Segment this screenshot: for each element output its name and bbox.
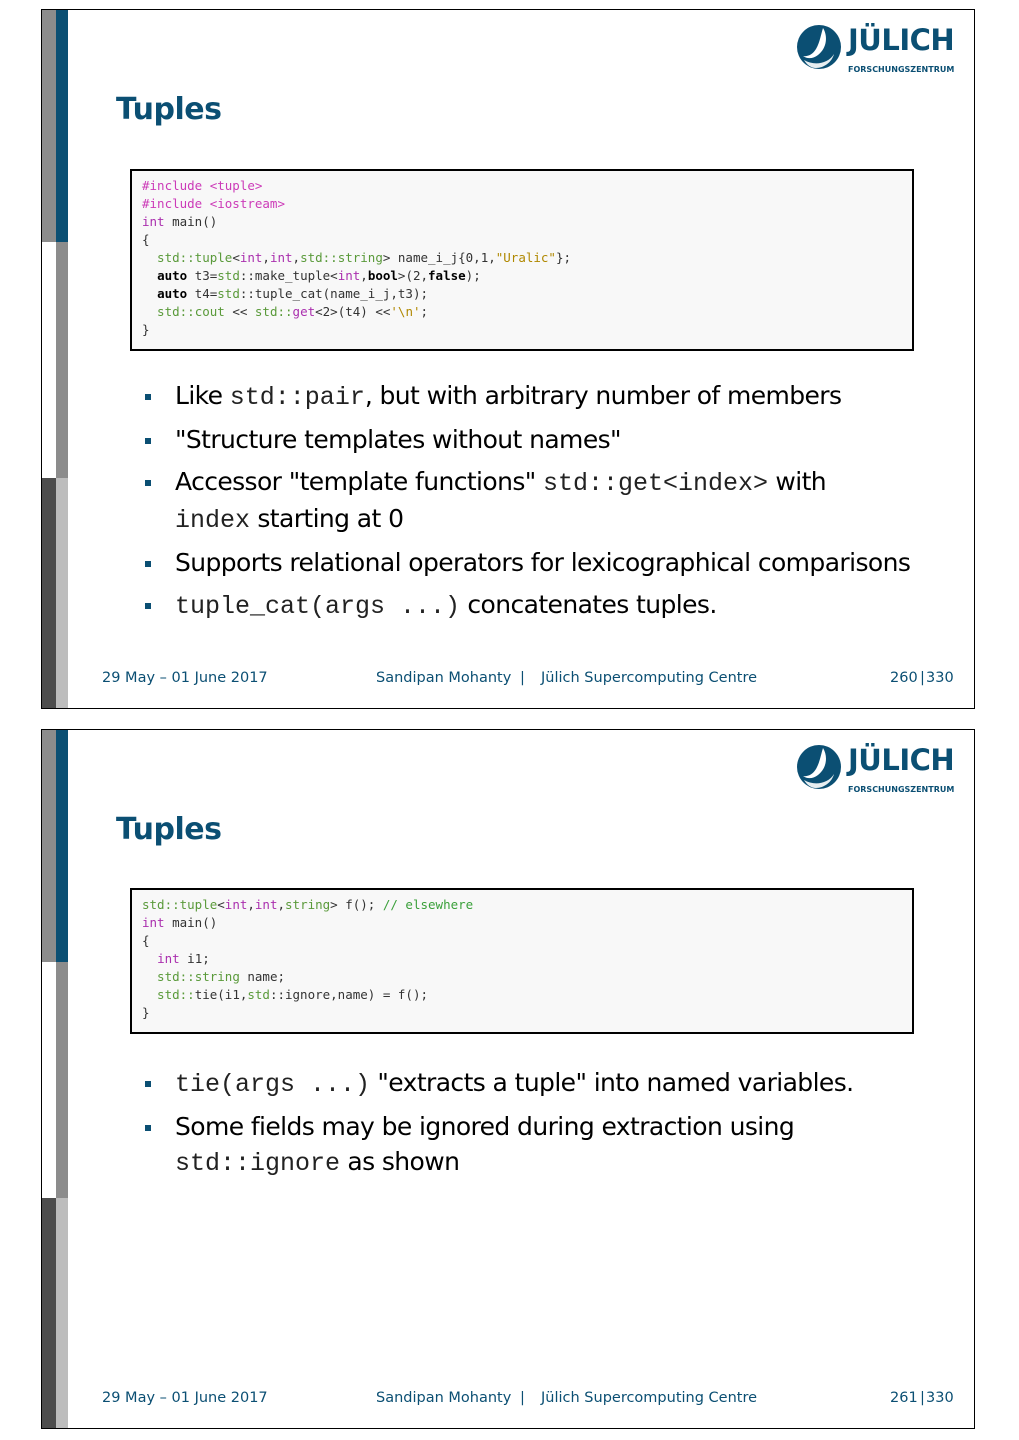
slide-title: Tuples (116, 812, 222, 847)
slide-261 (41, 729, 975, 1429)
footer-date: 29 May – 01 June 2017 (102, 1390, 268, 1406)
list-item: Like std::pair, but with arbitrary number of members (142, 378, 942, 415)
julich-logo-icon (796, 744, 842, 790)
bullet-square-icon (145, 394, 151, 400)
list-item: Some fields may be ignored during extraction using std::ignore as shown (142, 1109, 942, 1181)
footer-institution: Jülich Supercomputing Centre (541, 1390, 758, 1406)
bullet-square-icon (145, 1125, 151, 1131)
list-item: Supports relational operators for lexicographical comparisons (142, 545, 942, 580)
bullet-list (142, 1065, 942, 1188)
bullet-square-icon (145, 561, 151, 567)
footer-separator: | (520, 670, 525, 686)
footer-date: 29 May – 01 June 2017 (102, 670, 268, 686)
list-item: tie(args ...) "extracts a tuple" into named variables. (142, 1065, 942, 1102)
code-line: { (142, 933, 150, 948)
footer-author: Sandipan Mohanty (376, 1390, 512, 1406)
footer-page-separator: | (920, 1390, 925, 1406)
code-line: #include <iostream> (142, 196, 285, 211)
code-line: } (142, 322, 150, 337)
bullet-square-icon (145, 1081, 151, 1087)
code-line: int main() (142, 214, 218, 229)
sidebar-stripe (42, 242, 56, 478)
footer-page-separator: | (920, 670, 925, 686)
julich-logo (796, 742, 956, 798)
list-item: "Structure templates without names" (142, 422, 942, 457)
slide-260 (41, 9, 975, 709)
sidebar-stripe (42, 962, 56, 1198)
code-line: std::string name; (142, 969, 285, 984)
bullet-list (142, 378, 942, 631)
code-line: { (142, 232, 150, 247)
footer-page-number: 260 (890, 670, 918, 686)
sidebar-stripe (42, 10, 56, 242)
logo-subtitle: FORSCHUNGSZENTRUM (848, 785, 955, 794)
sidebar-stripe (56, 242, 68, 478)
sidebar-stripe (56, 962, 68, 1198)
sidebar-stripe (56, 730, 68, 962)
sidebar-stripe (56, 10, 68, 242)
footer-page-number: 261 (890, 1390, 918, 1406)
bullet-square-icon (145, 438, 151, 444)
slide-footer (42, 1390, 975, 1410)
slide-footer (42, 670, 975, 690)
code-block (130, 888, 914, 1034)
footer-page-total: 330 (926, 1390, 954, 1406)
list-item: tuple_cat(args ...) concatenates tuples. (142, 587, 942, 624)
code-line: int main() (142, 915, 218, 930)
code-line: auto t4=std::tuple_cat(name_i_j,t3); (157, 286, 429, 301)
logo-subtitle: FORSCHUNGSZENTRUM (848, 65, 955, 74)
code-block (130, 169, 914, 351)
sidebar-stripe (42, 730, 56, 962)
code-line: std::tie(i1,std::ignore,name) = f(); (142, 987, 428, 1002)
code-line: std::tuple<int,int,string> f(); // elsewhere (142, 897, 474, 912)
code-line: std::tuple<int,int,std::string> name_i_j{0,1,"Uralic"}; (142, 250, 572, 265)
footer-author: Sandipan Mohanty (376, 670, 512, 686)
footer-separator: | (520, 1390, 525, 1406)
footer-page-total: 330 (926, 670, 954, 686)
list-item: Accessor "template functions" std::get<index> with index starting at 0 (142, 464, 942, 538)
logo-wordmark: JÜLICH (848, 743, 955, 777)
code-line: int i1; (157, 951, 210, 966)
code-line: auto t3=std::make_tuple<int,bool>(2,false); (157, 268, 481, 283)
code-line: #include <tuple> (142, 178, 263, 193)
slide-title: Tuples (116, 92, 222, 127)
bullet-square-icon (145, 603, 151, 609)
logo-wordmark: JÜLICH (848, 23, 955, 57)
code-line: std::cout << std::get<2>(t4) <<'\n'; (142, 304, 429, 319)
footer-institution: Jülich Supercomputing Centre (541, 670, 758, 686)
julich-logo (796, 22, 956, 78)
code-line: } (142, 1005, 150, 1020)
julich-logo-icon (796, 24, 842, 70)
bullet-square-icon (145, 480, 151, 486)
